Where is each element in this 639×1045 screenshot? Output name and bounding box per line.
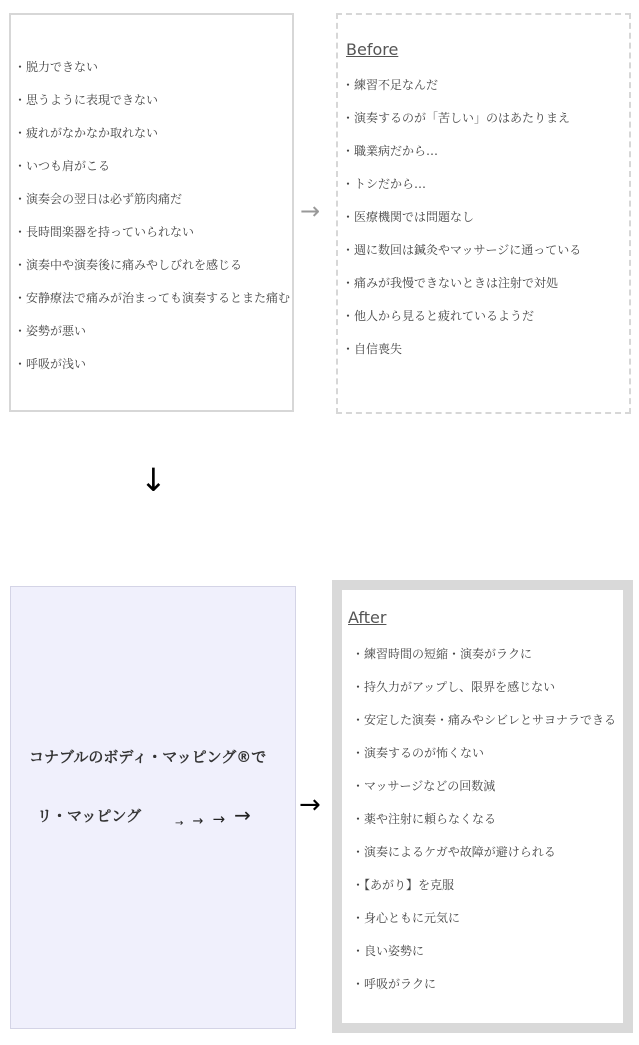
method-title-line2: リ・マッピング [37, 807, 142, 825]
symptom-item: ・疲れがなかなか取れない [14, 126, 159, 140]
before-box [336, 13, 631, 414]
symptom-item: ・演奏中や演奏後に痛みやしびれを感じる [14, 258, 243, 272]
method-title-line1: コナブルのボディ・マッピング®で [29, 748, 267, 766]
after-item: ・演奏するのが怖くない [352, 746, 485, 760]
before-item: ・自信喪失 [342, 342, 403, 356]
arrow-icon: → [234, 803, 251, 827]
symptom-item: ・いつも肩がこる [14, 159, 111, 173]
right-arrow-icon: → [299, 790, 321, 820]
after-item: ・呼吸がラクに [352, 977, 437, 991]
arrow-icon: → [175, 818, 184, 829]
symptoms-box [9, 13, 294, 412]
after-item: ・持久力がアップし、限界を感じない [352, 680, 556, 694]
after-item: ・薬や注射に頼らなくなる [352, 812, 497, 826]
before-item: ・痛みが我慢できないときは注射で対処 [342, 276, 559, 290]
after-item: ・良い姿勢に [352, 944, 425, 958]
after-heading: After [348, 608, 387, 627]
before-heading: Before [346, 40, 399, 59]
after-item: ・安定した演奏・痛みやシビレとサヨナラできる [352, 713, 617, 727]
arrow-icon: → [192, 814, 204, 829]
after-item: ・演奏によるケガや故障が避けられる [352, 845, 556, 859]
after-item: ・練習時間の短縮・演奏がラクに [352, 647, 533, 661]
after-box [332, 580, 633, 1033]
symptom-item: ・長時間楽器を持っていられない [14, 225, 195, 239]
symptom-item: ・思うように表現できない [14, 93, 159, 107]
after-item: ・マッサージなどの回数減 [352, 779, 496, 793]
before-item: ・週に数回は鍼灸やマッサージに通っている [342, 243, 582, 257]
symptom-item: ・演奏会の翌日は必ず筋肉痛だ [14, 192, 183, 206]
before-item: ・トシだから… [342, 177, 427, 191]
before-item: ・職業病だから… [342, 144, 439, 158]
method-box [10, 586, 296, 1029]
symptom-item: ・脱力できない [14, 60, 99, 74]
right-arrow-icon: → [300, 197, 321, 225]
after-item: ・【あがり】を克服 [352, 878, 455, 892]
before-item: ・他人から見ると疲れているようだ [342, 309, 535, 323]
before-item: ・演奏するのが「苦しい」のはあたりまえ [342, 111, 571, 125]
symptom-item: ・安静療法で痛みが治まっても演奏するとまた痛む [14, 291, 291, 305]
symptom-item: ・姿勢が悪い [14, 324, 87, 338]
symptom-item: ・呼吸が浅い [14, 357, 87, 371]
after-item: ・身心ともに元気に [352, 911, 461, 925]
before-item: ・練習不足なんだ [342, 78, 439, 92]
method-arrows [175, 803, 255, 829]
before-item: ・医療機関では問題なし [342, 210, 475, 224]
arrow-icon: → [212, 810, 226, 828]
down-arrow-icon: ↓ [140, 461, 167, 499]
